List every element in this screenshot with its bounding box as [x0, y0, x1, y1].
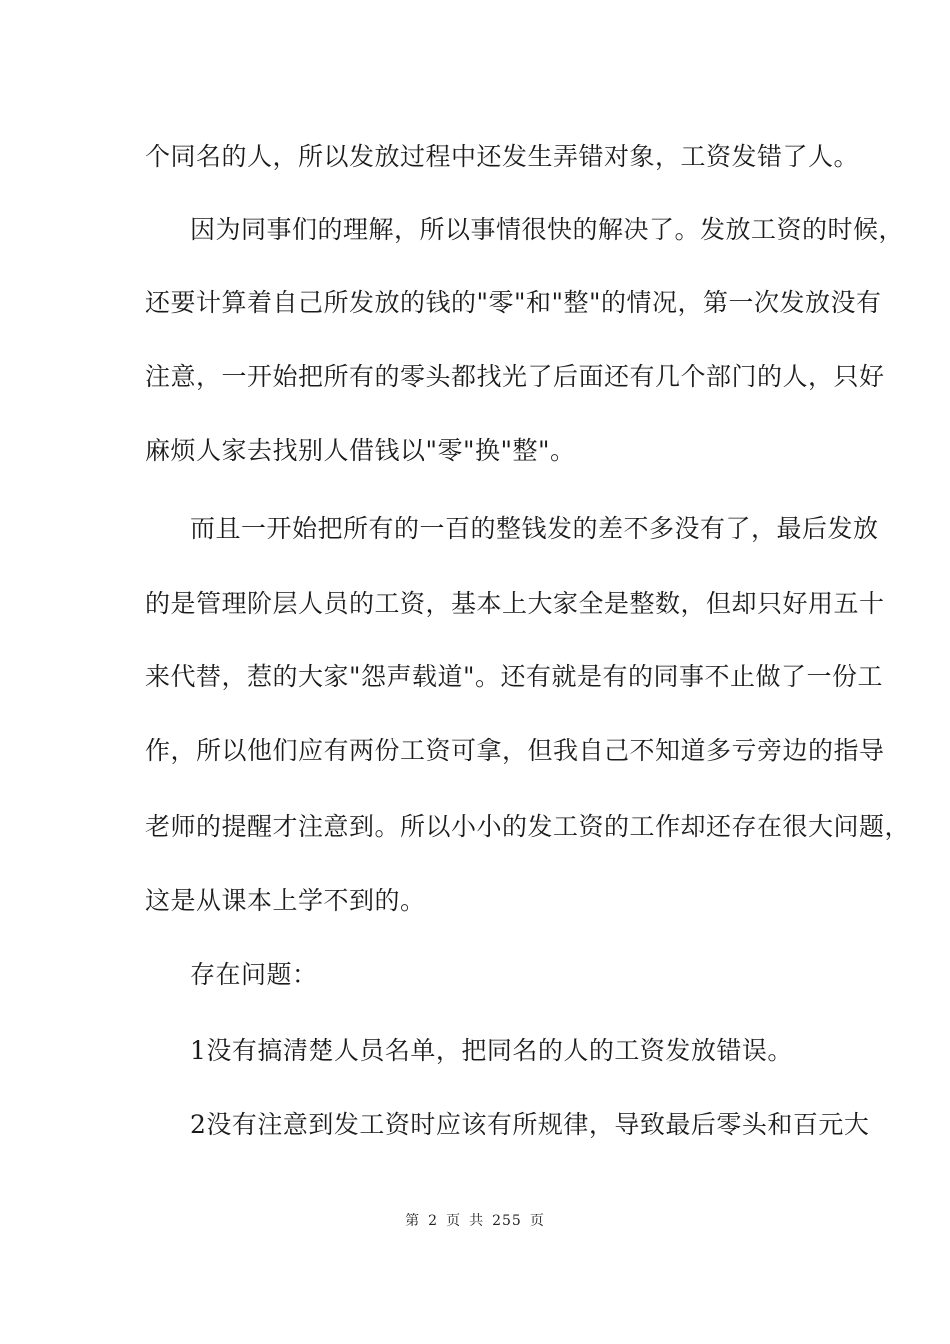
issue-item-1: 1没有搞清楚人员名单，把同名的人的工资发放错误。 [190, 1036, 793, 1065]
body-line-9: 作，所以他们应有两份工资可拿，但我自己不知道多亏旁边的指导 [145, 736, 885, 765]
footer-page-unit: 页 [446, 1213, 462, 1229]
body-line-5: 麻烦人家去找别人借钱以"零"换"整"。 [145, 436, 576, 465]
footer-total-pages: 255 [492, 1213, 522, 1229]
body-line-11: 这是从课本上学不到的。 [145, 886, 426, 915]
footer-current-page: 2 [428, 1213, 439, 1229]
page-footer [0, 1212, 950, 1230]
footer-total-prefix: 共 [469, 1213, 485, 1229]
footer-prefix: 第 [405, 1213, 421, 1229]
body-line-10: 老师的提醒才注意到。所以小小的发工资的工作却还存在很大问题， [145, 812, 911, 841]
body-line-1: 个同名的人，所以发放过程中还发生弄错对象，工资发错了人。 [145, 142, 860, 171]
body-line-7: 的是管理阶层人员的工资，基本上大家全是整数，但却只好用五十 [145, 589, 885, 618]
section-heading: 存在问题： [190, 960, 318, 989]
body-line-6: 而且一开始把所有的一百的整钱发的差不多没有了，最后发放 [190, 514, 879, 543]
body-line-2: 因为同事们的理解，所以事情很快的解决了。发放工资的时候， [190, 215, 905, 244]
issue-item-2: 2没有注意到发工资时应该有所规律，导致最后零头和百元大 [190, 1110, 870, 1139]
body-line-8: 来代替，惹的大家"怨声载道"。还有就是有的同事不止做了一份工 [145, 662, 884, 691]
body-line-3: 还要计算着自己所发放的钱的"零"和"整"的情况，第一次发放没有 [145, 288, 882, 317]
footer-suffix: 页 [529, 1213, 545, 1229]
body-line-4: 注意，一开始把所有的零头都找光了后面还有几个部门的人，只好 [145, 362, 885, 391]
